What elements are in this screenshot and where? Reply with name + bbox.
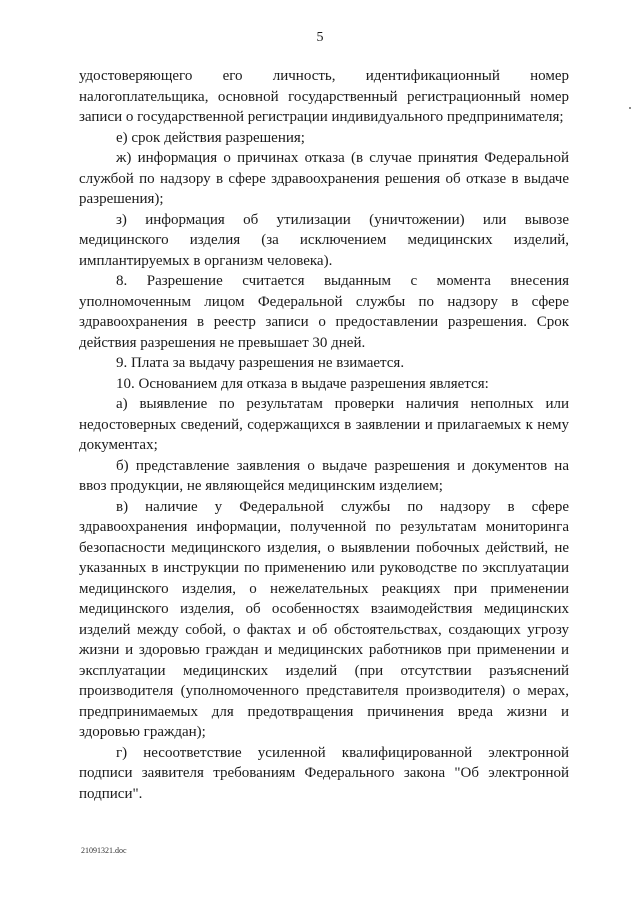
paragraph-item-b: б) представление заявления о выдаче разрешения и документов на ввоз продукции, не являющейся медицинским изделием; (79, 457, 569, 494)
paragraph-clause-9: 9. Плата за выдачу разрешения не взимается. (116, 355, 405, 371)
margin-dot (629, 107, 631, 109)
paragraph-item-g: г) несоответствие усиленной квалифицированной электронной подписи заявителя требованиям Федерального закона "Об электронной подписи". (79, 744, 569, 802)
page-number: 5 (316, 30, 324, 45)
paragraph-item-z: з) информация об утилизации (уничтожении) или вывозе медицинского изделия (за исключением медицинских изделий, имплантируемых в организм человека). (79, 211, 569, 269)
paragraph-item-zh: ж) информация о причинах отказа (в случае принятия Федеральной службой по надзору в сфере здравоохранения решения об отказе в выдаче разрешения); (79, 150, 569, 207)
paragraph-item-e: е) срок действия разрешения; (116, 129, 305, 146)
document-body (79, 66, 569, 804)
paragraph-clause-8: 8. Разрешение считается выданным с момента внесения уполномоченным лицом Федеральной службы по надзору в сфере здравоохранения в реестр записи о предоставлении разрешения. Срок действия разрешения не превышает 30 дней. (79, 273, 569, 351)
paragraph-item-v: в) наличие у Федеральной службы по надзору в сфере здравоохранения информации, полученной по результатам мониторинга безопасности медицинского изделия, о выявлении побочных действий, не указанных в инструкции по применению или руководстве по эксплуатации медицинского изделия, о нежелательных реакциях при применении медицинского изделия, об особенностях взаимодействия медицинских изделий между собой, о фактах и об обстоятельствах, создающих угрозу жизни и здоровью граждан и медицинских работников при применении и эксплуатации медицинских изделий (при отсутствии разъяснений производителя (уполномоченного представителя производителя) о мерах, предпринимаемых для предотвращения причинения вреда жизни и здоровью граждан); (79, 498, 569, 740)
paragraph-continuation: удостоверяющего его личность, идентификационный номер налогоплательщика, основной государственный регистрационный номер записи о государственной регистрации индивидуального предпринимателя; (79, 68, 569, 125)
paragraph-item-a: а) выявление по результатам проверки наличия неполных или недостоверных сведений, содержащихся в заявлении и прилагаемых к нему документах; (79, 396, 569, 453)
paragraph-clause-10: 10. Основанием для отказа в выдаче разрешения является: (116, 375, 489, 392)
document-file-code: 21091321.doc (81, 846, 127, 855)
